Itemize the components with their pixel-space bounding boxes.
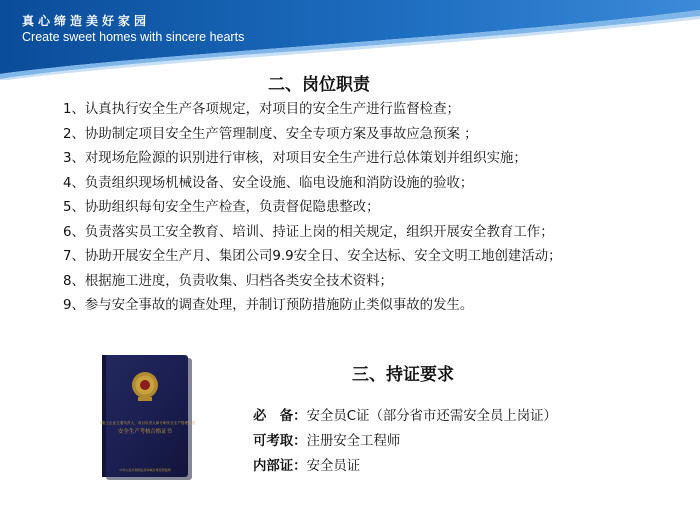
book-footer: 中华人民共和国住房和城乡建设部监制	[119, 468, 171, 472]
duty-item-9: 9、参与安全事故的调查处理，并制订预防措施防止类似事故的发生。	[63, 298, 474, 313]
duty-item-2: 2、协助制定项目安全生产管理制度、安全专项方案及事故应急预案 ；	[63, 126, 478, 142]
cert-label: 必 备：	[253, 409, 307, 424]
cert-row-required	[253, 404, 557, 429]
header-banner	[0, 0, 700, 80]
duties-list	[63, 98, 693, 319]
duty-item-5: 5、协助组织每旬安全生产检查，负责督促隐患整改；	[63, 200, 380, 215]
cert-row-internal	[253, 454, 557, 479]
certificates-section-title: 三、持证要求	[352, 365, 454, 385]
cert-value: 注册安全工程师	[306, 434, 401, 449]
duty-item-8: 8、根据施工进度，负责收集、归档各类安全技术资料；	[63, 273, 393, 289]
cert-label: 可考取：	[253, 434, 307, 449]
duty-item-7: 7、协助开展安全生产月、集团公司9.9安全日、安全达标、安全文明工地创建活动；	[63, 249, 562, 264]
duty-item-1: 1、认真执行安全生产各项规定，对项目的安全生产进行监督检查；	[63, 102, 460, 117]
book-title-line2: 安全生产考核合格证书	[118, 429, 172, 435]
header-slogan-chinese: 真心缔造美好家园	[22, 14, 151, 28]
duty-item-4: 4、负责组织现场机械设备、安全设施、临电设施和消防设施的验收；	[63, 175, 474, 191]
cert-value: 安全员证	[306, 459, 361, 474]
cert-value: 安全员C证（部分省市还需安全员上岗证）	[306, 409, 557, 424]
cert-row-optional	[253, 429, 557, 454]
header-slogan-english: Create sweet homes with sincere hearts	[22, 30, 245, 44]
duty-item-6: 6、负责落实员工安全教育、培训、持证上岗的相关规定，组织开展安全教育工作；	[63, 224, 554, 240]
duty-item-3: 3、对现场危险源的识别进行审核，对项目安全生产进行总体策划并组织实施；	[63, 151, 527, 166]
certificate-requirements-list	[253, 404, 557, 479]
book-title-line1: 建筑施工企业主要负责人、项目负责人和专职安全生产管理人员	[100, 421, 196, 425]
duties-section-title: 二、岗位职责	[268, 75, 370, 95]
cert-label: 内部证：	[253, 459, 307, 474]
safety-certificate-book-image	[100, 354, 196, 482]
